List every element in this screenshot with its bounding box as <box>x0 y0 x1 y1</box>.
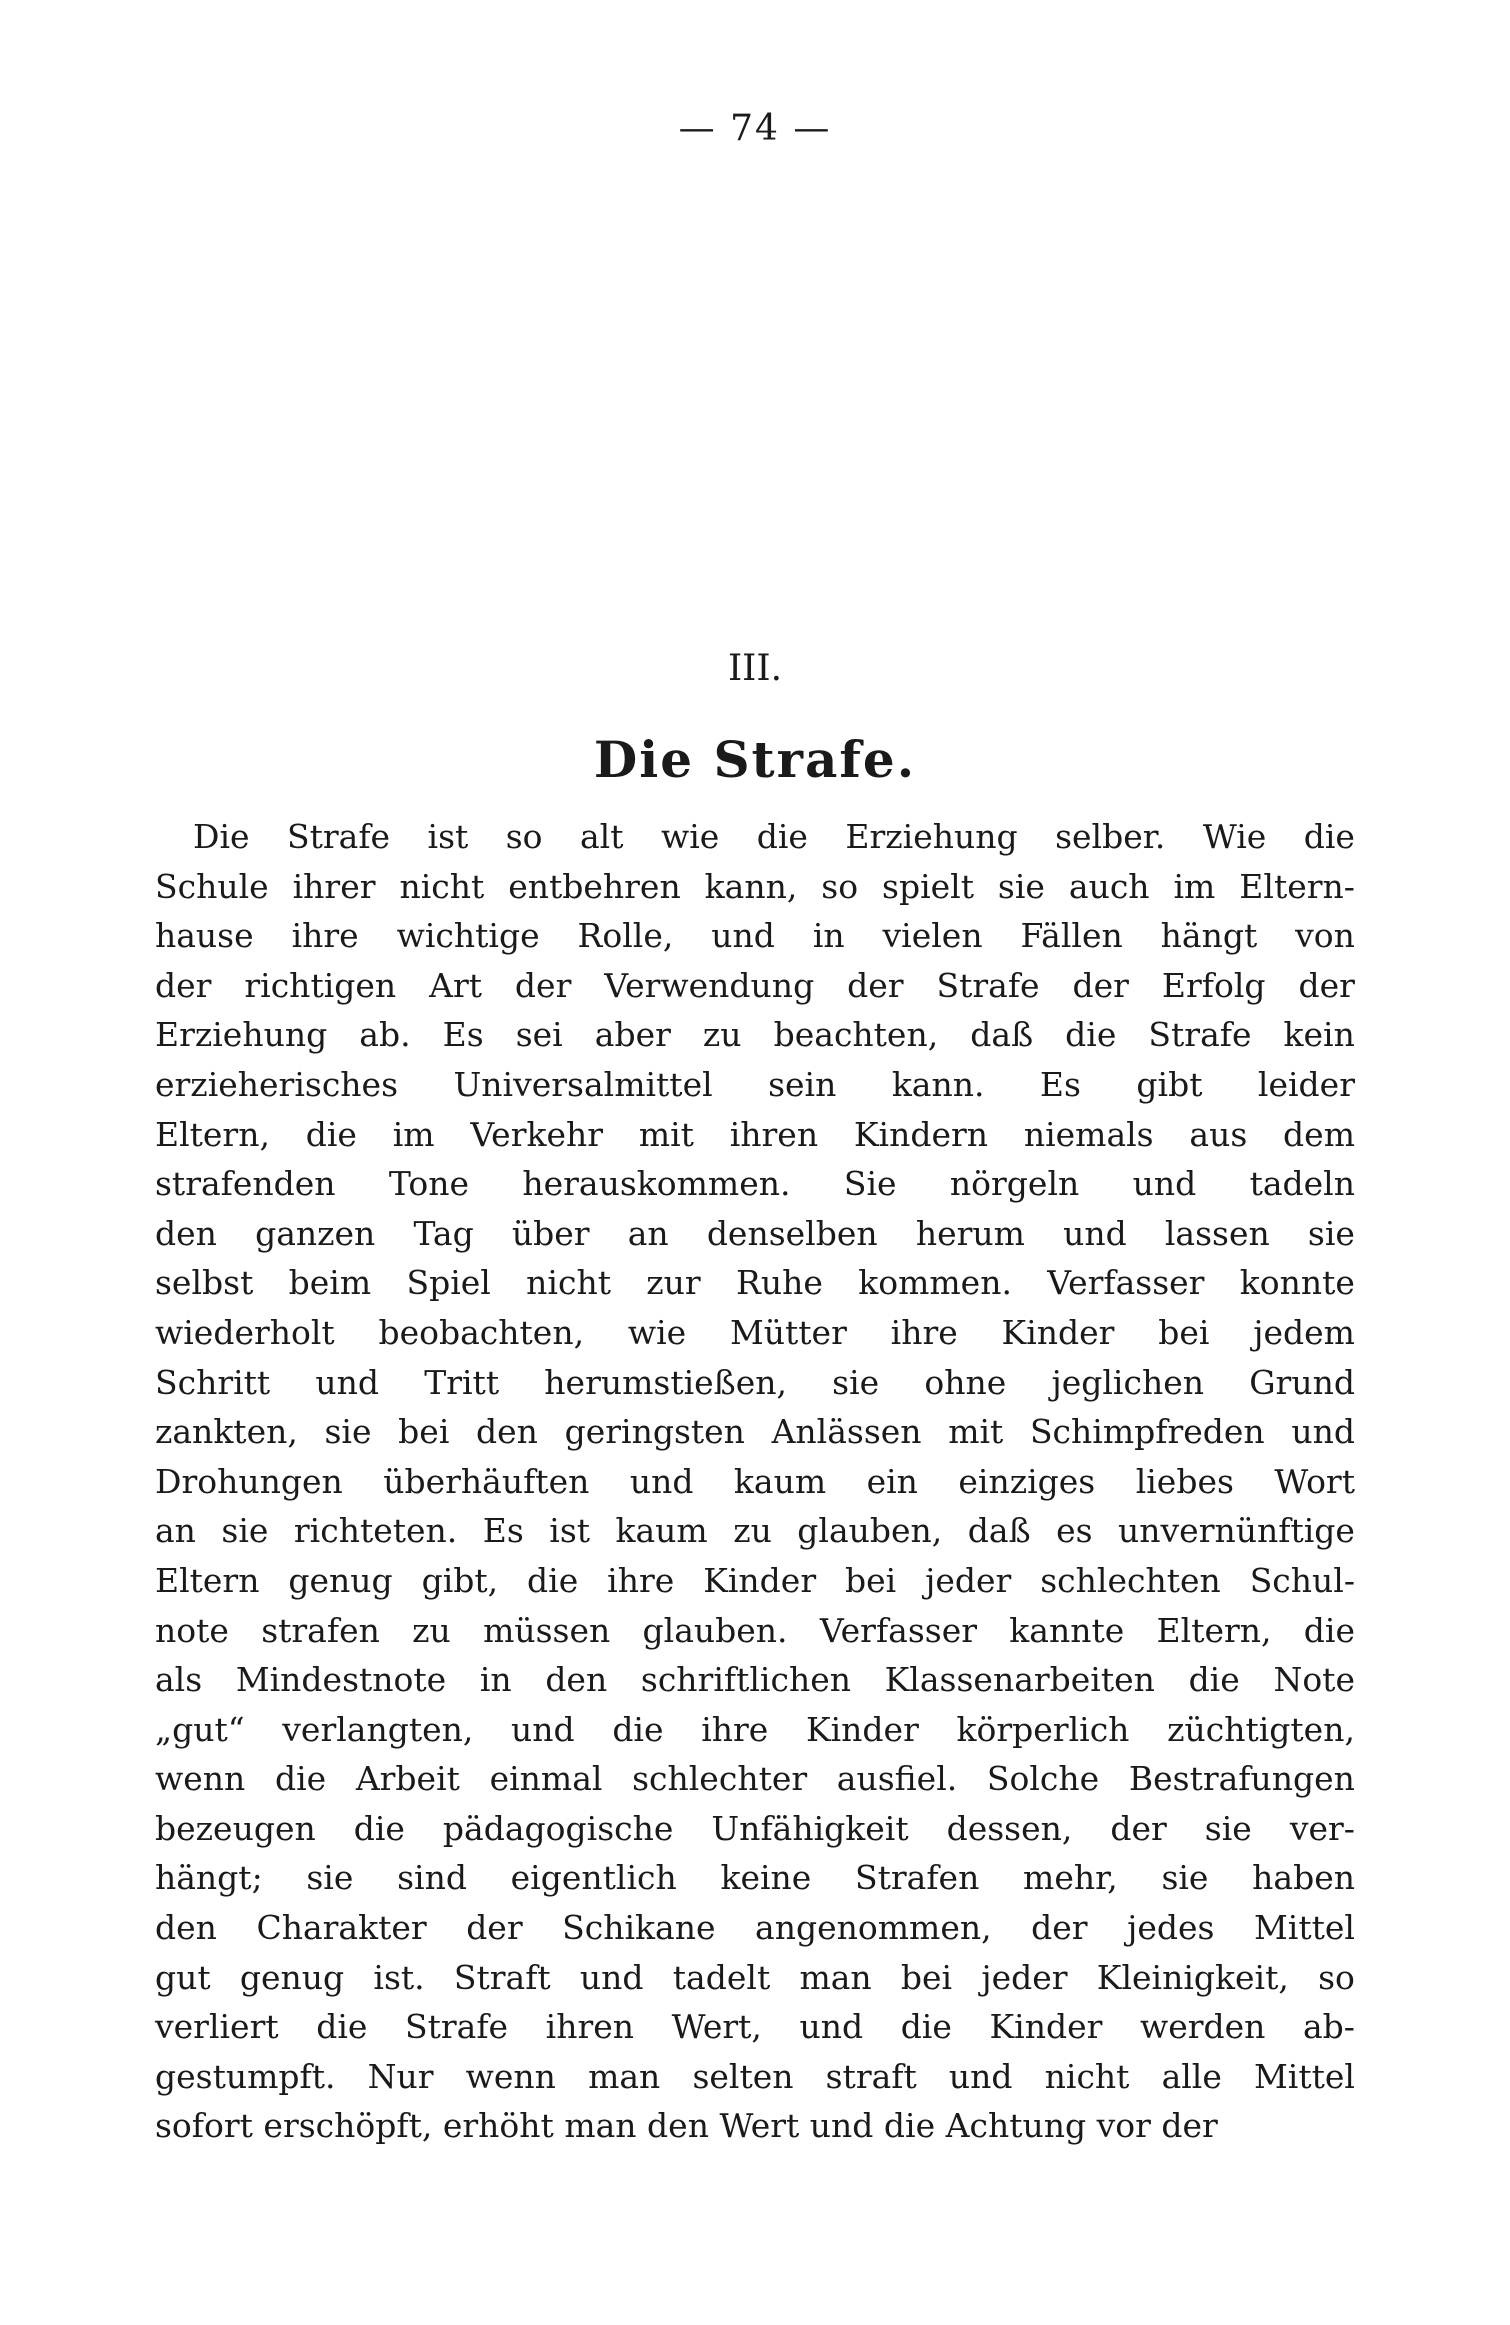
word: und <box>799 2007 864 2047</box>
word: schriftlichen <box>640 1660 851 1700</box>
word: spielt <box>882 866 974 906</box>
word: werden <box>1139 2007 1266 2047</box>
word: ab. <box>359 1015 411 1055</box>
word: verlangten, <box>282 1709 474 1749</box>
text-line <box>155 1606 1355 1656</box>
word: straft <box>825 2056 917 2096</box>
word: Kinder <box>989 2007 1103 2047</box>
word: ohne <box>924 1362 1007 1402</box>
word: Drohungen <box>155 1461 343 1501</box>
word: Wert, <box>671 2007 762 2047</box>
text-line <box>155 2002 1355 2052</box>
word: dessen, <box>946 1808 1073 1848</box>
word: sie <box>1204 1808 1252 1848</box>
word: und <box>579 1957 644 1997</box>
word: im <box>1173 866 1216 906</box>
word: Es <box>1039 1064 1081 1104</box>
body-text <box>155 812 1355 2151</box>
word: Strafe <box>1148 1015 1252 1055</box>
word: gibt <box>1136 1064 1203 1104</box>
word: Schule <box>155 866 269 906</box>
word: Kindern <box>853 1114 989 1154</box>
text-line <box>155 1556 1355 1606</box>
word: vielen <box>882 916 983 956</box>
word: ihre <box>607 1560 675 1600</box>
text-line <box>155 1506 1355 1556</box>
word: schlechter <box>632 1759 808 1799</box>
word: an <box>155 1511 196 1551</box>
word: Strafe <box>936 965 1040 1005</box>
word: der <box>1072 965 1129 1005</box>
word: und <box>511 1709 575 1749</box>
text-line <box>155 812 1355 862</box>
word: und <box>1132 1164 1197 1204</box>
word: Strafe <box>405 2007 509 2047</box>
word: Sie <box>843 1164 897 1204</box>
word: mit <box>948 1412 1004 1452</box>
word: kommen. <box>858 1263 1012 1303</box>
word: Es <box>482 1511 524 1551</box>
word: den <box>476 1412 538 1452</box>
word: Verfasser <box>819 1610 978 1650</box>
word: die <box>1188 1660 1240 1700</box>
word: Unfähigkeit <box>711 1808 909 1848</box>
word: die <box>353 1808 405 1848</box>
word: und <box>315 1362 380 1402</box>
word: Eltern- <box>1239 866 1355 906</box>
word: Verwendung <box>604 965 815 1005</box>
word: einziges <box>958 1461 1096 1501</box>
text-line <box>155 1010 1355 1060</box>
word: Bestrafungen <box>1128 1759 1355 1799</box>
word: Mittel <box>1254 1908 1355 1948</box>
word: so <box>505 817 543 856</box>
word: nicht <box>1044 2056 1130 2096</box>
word: leider <box>1257 1064 1355 1104</box>
word: Wert <box>719 2106 800 2146</box>
word: Kinder <box>703 1560 817 1600</box>
word: und <box>1063 1213 1127 1253</box>
word: wichtige <box>396 916 540 956</box>
word: der <box>155 965 212 1005</box>
page-number: — 74 — <box>678 108 832 149</box>
word: in <box>479 1660 512 1700</box>
word: jeder <box>981 1957 1068 1997</box>
word: und <box>809 2106 874 2146</box>
word: den <box>545 1660 608 1700</box>
word: „gut“ <box>155 1709 245 1749</box>
word: zur <box>646 1263 701 1303</box>
word: daß <box>970 1015 1034 1055</box>
word: die <box>305 1114 357 1154</box>
word: die <box>1303 817 1355 856</box>
word: Erfolg <box>1161 965 1266 1005</box>
word: nicht <box>526 1263 611 1303</box>
word: von <box>1295 916 1355 956</box>
word: den <box>155 1908 217 1948</box>
word: alt <box>580 817 624 856</box>
text-line <box>155 862 1355 912</box>
word: an <box>627 1213 669 1253</box>
text-line <box>155 1457 1355 1507</box>
word: Art <box>429 965 482 1005</box>
text-line <box>155 1407 1355 1457</box>
word: wenn <box>155 1759 246 1799</box>
word: zu <box>412 1610 451 1650</box>
word: ihrer <box>292 866 376 906</box>
word: Eltern, <box>1156 1610 1272 1650</box>
text-line <box>155 1804 1355 1854</box>
word: die <box>527 1560 579 1600</box>
word: Eltern <box>155 1560 260 1600</box>
word: Klassenarbeiten <box>884 1660 1155 1700</box>
word: mit <box>638 1114 694 1154</box>
word: Arbeit <box>355 1759 460 1799</box>
word: sind <box>397 1858 467 1898</box>
text-line <box>155 1655 1355 1705</box>
word: ein <box>866 1461 918 1501</box>
word: gestumpft. <box>155 2056 336 2096</box>
word: kann. <box>891 1064 985 1104</box>
word: dem <box>1283 1114 1355 1154</box>
word: denselben <box>706 1213 878 1253</box>
word: der <box>1298 965 1355 1005</box>
word: die <box>1065 1015 1117 1055</box>
word: Schikane <box>562 1908 716 1948</box>
word: sie <box>832 1362 880 1402</box>
word: richtigen <box>244 965 397 1005</box>
word: ihre <box>890 1312 958 1352</box>
word: der <box>1110 1808 1167 1848</box>
word: Ruhe <box>736 1263 823 1303</box>
word: ihre <box>701 1709 769 1749</box>
word: selten <box>692 2056 794 2096</box>
word: angenommen, <box>755 1908 992 1948</box>
text-line <box>155 2052 1355 2102</box>
word: ist <box>427 817 469 856</box>
word: selber. <box>1055 817 1166 856</box>
word: und <box>948 2056 1013 2096</box>
word: Universalmittel <box>453 1064 713 1104</box>
word: entbehren <box>508 866 681 906</box>
word: Tritt <box>424 1362 500 1402</box>
word: eigentlich <box>510 1858 677 1898</box>
word: die <box>883 2106 936 2146</box>
word: ihren <box>729 1114 819 1154</box>
word: im <box>392 1114 435 1154</box>
text-line <box>155 1110 1355 1160</box>
word: hängt <box>1160 916 1258 956</box>
word: Erziehung <box>155 1015 328 1055</box>
word: nörgeln <box>949 1164 1080 1204</box>
text-line <box>155 1358 1355 1408</box>
text-line <box>155 1754 1355 1804</box>
word: als <box>155 1660 203 1700</box>
text-line <box>155 1258 1355 1308</box>
word: es <box>1056 1511 1093 1551</box>
word: wie <box>660 817 720 856</box>
word: sofort <box>155 2106 253 2146</box>
word: bei <box>1158 1312 1210 1352</box>
word: Note <box>1273 1660 1355 1700</box>
text-line <box>155 1060 1355 1110</box>
word: Nur <box>367 2056 434 2096</box>
word: und <box>711 916 775 956</box>
word: genug <box>288 1560 393 1600</box>
word: kein <box>1283 1015 1355 1055</box>
word: hängt; <box>155 1858 263 1898</box>
chapter-title: Die Strafe. <box>593 730 917 789</box>
word: glauben. <box>642 1610 788 1650</box>
word: einmal <box>489 1759 603 1799</box>
word: bei <box>398 1412 450 1452</box>
word: sie <box>221 1511 269 1551</box>
word: der <box>466 1908 523 1948</box>
word: und <box>1291 1412 1355 1452</box>
word: die <box>756 817 808 856</box>
word: Es <box>442 1015 484 1055</box>
word: Solche <box>986 1759 1100 1799</box>
word: müssen <box>483 1610 611 1650</box>
text-line <box>155 911 1355 961</box>
word: zankten, <box>155 1412 298 1452</box>
text-line <box>155 1308 1355 1358</box>
word: man <box>588 2056 661 2096</box>
word: ausfiel. <box>836 1759 958 1799</box>
word: Die <box>193 817 250 856</box>
word: gut <box>155 1957 211 1997</box>
word: ist <box>549 1511 591 1551</box>
word: kaum <box>733 1461 827 1501</box>
word: aus <box>1189 1114 1248 1154</box>
word: herauskommen. <box>522 1164 791 1204</box>
word: hause <box>155 916 254 956</box>
word: Schul- <box>1249 1560 1355 1600</box>
word: wiederholt <box>155 1312 335 1352</box>
word: der <box>514 965 572 1005</box>
word: Eltern, <box>155 1114 270 1154</box>
word: ver- <box>1289 1808 1355 1848</box>
word: sie <box>324 1412 372 1452</box>
word: sie <box>1161 1858 1209 1898</box>
word: liebes <box>1135 1461 1234 1501</box>
word: sein <box>768 1064 837 1104</box>
word: tadeln <box>1249 1164 1355 1204</box>
word: richteten. <box>293 1511 458 1551</box>
word: lassen <box>1164 1213 1270 1253</box>
word: konnte <box>1239 1263 1355 1303</box>
word: überhäuften <box>383 1461 590 1501</box>
word: beachten, <box>773 1015 939 1055</box>
word: Spiel <box>406 1263 491 1303</box>
word: Straft <box>453 1957 551 1997</box>
word: jeder <box>925 1560 1012 1600</box>
word: in <box>812 916 845 956</box>
word: wenn <box>465 2056 556 2096</box>
word: die <box>274 1759 327 1799</box>
word: Tone <box>388 1164 470 1204</box>
word: Kinder <box>1001 1312 1115 1352</box>
word: verliert <box>155 2007 279 2047</box>
word: der <box>847 965 904 1005</box>
word: herumstießen, <box>544 1362 787 1402</box>
word: zu <box>733 1511 772 1551</box>
word: Erziehung <box>845 817 1018 856</box>
word: kannte <box>1009 1610 1125 1650</box>
word: die <box>316 2007 368 2047</box>
word: genug <box>239 1957 345 1997</box>
word: alle <box>1161 2056 1222 2096</box>
word: erzieherisches <box>155 1064 399 1104</box>
word: Verkehr <box>470 1114 604 1154</box>
word: körperlich <box>956 1709 1130 1749</box>
word: zu <box>702 1015 742 1055</box>
word: Achtung <box>945 2106 1087 2146</box>
word: selbst <box>155 1263 254 1303</box>
word: Kinder <box>805 1709 919 1749</box>
word: ist. <box>373 1957 425 1997</box>
word: man <box>564 2106 637 2146</box>
word: glauben, <box>797 1511 943 1551</box>
text-line <box>155 1705 1355 1755</box>
word: Rolle, <box>577 916 674 956</box>
word: auch <box>1068 866 1150 906</box>
word: strafen <box>261 1610 380 1650</box>
text-line <box>155 1953 1355 2003</box>
word: Anlässen <box>771 1412 922 1452</box>
word: die <box>900 2007 952 2047</box>
word: bei <box>900 1957 953 1997</box>
word: Wie <box>1202 817 1267 856</box>
word: die <box>1303 1610 1355 1650</box>
word: sie <box>306 1858 354 1898</box>
word: Strafen <box>855 1858 980 1898</box>
word: sie <box>1307 1213 1355 1253</box>
word: Mütter <box>729 1312 847 1352</box>
word: jedes <box>1127 1908 1215 1948</box>
text-line <box>155 1903 1355 1953</box>
word: pädagogische <box>442 1808 674 1848</box>
word: und <box>629 1461 694 1501</box>
word: jeglichen <box>1051 1362 1204 1402</box>
word: gibt, <box>421 1560 499 1600</box>
word: den <box>155 1213 217 1253</box>
text-line <box>155 1159 1355 1209</box>
word: geringsten <box>564 1412 745 1452</box>
text-line <box>155 961 1355 1011</box>
word: Fällen <box>1020 916 1123 956</box>
word: den <box>647 2106 709 2146</box>
word: aber <box>594 1015 671 1055</box>
word: ganzen <box>255 1213 376 1253</box>
word: wie <box>627 1312 687 1352</box>
word: mehr, <box>1023 1858 1118 1898</box>
word: der <box>1161 2106 1218 2146</box>
word: daß <box>967 1511 1031 1551</box>
word: keine <box>720 1858 812 1898</box>
word: kann, <box>704 866 798 906</box>
word: Strafe <box>287 817 391 856</box>
word: man <box>799 1957 872 1997</box>
word: über <box>511 1213 590 1253</box>
word: vor <box>1096 2106 1151 2146</box>
word: haben <box>1252 1858 1355 1898</box>
word: herum <box>915 1213 1025 1253</box>
word: Charakter <box>256 1908 427 1948</box>
word: jedem <box>1253 1312 1355 1352</box>
word: niemals <box>1023 1114 1154 1154</box>
word: nicht <box>399 866 485 906</box>
word: strafenden <box>155 1164 336 1204</box>
chapter-number: III. <box>727 648 783 689</box>
word: beobachten, <box>378 1312 585 1352</box>
text-line <box>155 1209 1355 1259</box>
word: Grund <box>1249 1362 1355 1402</box>
word: der <box>1031 1908 1088 1948</box>
word: Kleinigkeit, <box>1096 1957 1289 1997</box>
word: ihren <box>545 2007 635 2047</box>
word: Wort <box>1274 1461 1355 1501</box>
word: erschöpft, <box>263 2106 433 2146</box>
word: sie <box>997 866 1045 906</box>
word: beim <box>288 1263 372 1303</box>
word: die <box>612 1709 664 1749</box>
word: so <box>821 866 859 906</box>
word: züchtigten, <box>1167 1709 1355 1749</box>
word: so <box>1318 1957 1355 1997</box>
word: Schimpfreden <box>1029 1412 1265 1452</box>
word: unvernünftige <box>1118 1511 1355 1551</box>
word: ihre <box>291 916 359 956</box>
word: Tag <box>413 1213 474 1253</box>
word: kaum <box>615 1511 708 1551</box>
word: ab- <box>1303 2007 1355 2047</box>
word: Schritt <box>155 1362 271 1402</box>
word: sei <box>515 1015 563 1055</box>
word: tadelt <box>672 1957 771 1997</box>
word: schlechten <box>1040 1560 1221 1600</box>
word: erhöht <box>442 2106 554 2146</box>
word: Mindestnote <box>235 1660 447 1700</box>
word: bei <box>845 1560 897 1600</box>
word: Mittel <box>1254 2056 1355 2096</box>
text-line <box>155 2101 1355 2151</box>
text-line <box>155 1853 1355 1903</box>
word: bezeugen <box>155 1808 316 1848</box>
word: Verfasser <box>1047 1263 1205 1303</box>
word: note <box>155 1610 229 1650</box>
